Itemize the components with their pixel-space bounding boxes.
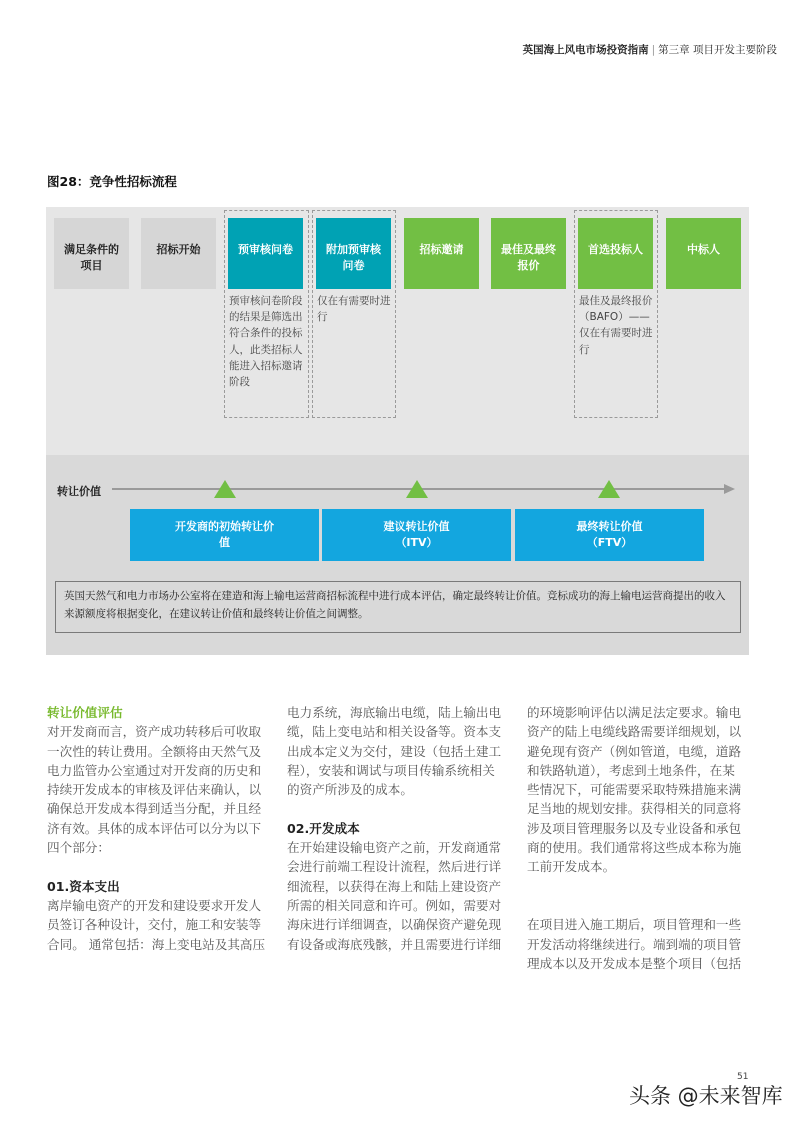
- triangle-marker-icon: [406, 480, 428, 498]
- paragraph-line: 确保总开发成本得到适当分配，并且经: [47, 801, 262, 817]
- paragraph-line: 开发活动将继续进行。端到端的项目管: [527, 936, 742, 952]
- paragraph-line: 在项目进入施工期后，项目管理和一些: [527, 917, 742, 933]
- paragraph-line: 工前开发成本。: [527, 859, 616, 875]
- paragraph-line: [527, 896, 757, 915]
- paragraph-line: 足当地的规划安排。获得相关的同意将: [527, 801, 742, 817]
- chapter-title: 第三章 项目开发主要阶段: [658, 44, 777, 56]
- section-heading: 01.资本支出: [47, 878, 120, 894]
- paragraph-line: 出成本定义为交付，建设（包括土建工: [287, 743, 502, 759]
- step-label: 预审核问卷: [238, 243, 293, 256]
- step-label: 附加预审核问卷: [326, 243, 381, 272]
- preferred-note: 最佳及最终报价（BAFO）——仅在有需要时进行: [579, 295, 653, 356]
- arrow-right-icon: [724, 484, 735, 494]
- process-step: [141, 218, 216, 289]
- section-heading: 转让价值评估: [47, 705, 123, 720]
- paragraph-line: 海床进行详细调查，以确保资产避免现: [287, 917, 502, 933]
- paragraph-line: 商的使用。我们通常将这些成本称为施: [527, 840, 742, 856]
- paragraph-line: 员签订各种设计，交付，施工和安装等: [47, 917, 262, 933]
- paragraph-line: 离岸输电资产的开发和建设要求开发人: [47, 897, 262, 913]
- indicative-transfer-value-box: [322, 509, 511, 561]
- guide-title: 英国海上风电市场投资指南: [522, 44, 649, 56]
- step-label: 招标开始: [156, 243, 201, 256]
- paragraph-line: 和铁路轨道），考虑到土地条件，在某: [527, 762, 735, 778]
- paragraph-line: 合同。 通常包括：海上变电站及其高压: [47, 936, 266, 952]
- paragraph-line: 电力系统，海底输出电缆，陆上输出电: [287, 705, 502, 720]
- page-number: 51: [737, 1072, 749, 1082]
- paragraph-line: 电力监管办公室通过对开发商的历史和: [47, 762, 262, 778]
- text-column-3: [527, 703, 757, 973]
- spacer: [287, 799, 517, 818]
- paragraph-line: 的环境影响评估以满足法定要求。输电: [527, 705, 742, 720]
- paragraph-line: 一次性的转让费用。全额将由天然气及: [47, 743, 262, 759]
- additional-note: 仅在有需要时进行: [317, 295, 391, 324]
- paragraph-line: 会进行前端工程设计流程，然后进行详: [287, 859, 502, 875]
- process-step: [228, 218, 303, 289]
- spacer: [527, 877, 757, 896]
- process-step: [666, 218, 741, 289]
- value-label: 最终转让价值（FTV）: [576, 520, 643, 549]
- paragraph-line: 资产的陆上电缆线路需要详细规划，以: [527, 724, 742, 740]
- paragraph-line: 在开始建设输电资产之前，开发商通常: [287, 840, 502, 856]
- paragraph-line: 程），安装和调试与项目传输系统相关: [287, 762, 495, 778]
- process-step: [578, 218, 653, 289]
- transfer-value-label: 转让价值: [57, 485, 101, 498]
- process-step: [404, 218, 479, 289]
- paragraph-line: 济有效。具体的成本评估可以分为以下: [47, 820, 262, 836]
- paragraph-line: 涉及项目管理服务以及专业设备和承包: [527, 820, 742, 836]
- paragraph-line: 四个部分：: [47, 840, 110, 856]
- process-step: [491, 218, 566, 289]
- step-label: 招标邀请: [419, 243, 464, 256]
- triangle-marker-icon: [214, 480, 236, 498]
- paragraph-line: 对开发商而言，资产成功转移后可收取: [47, 724, 262, 740]
- paragraph-line: 所需的相关同意和许可。例如，需要对: [287, 897, 502, 913]
- value-label: 开发商的初始转让价值: [175, 520, 274, 549]
- step-label: 中标人: [687, 243, 720, 256]
- running-header: [523, 42, 777, 57]
- paragraph-line: 理成本以及开发成本是整个项目（包括: [527, 955, 742, 971]
- prequal-note: 预审核问卷阶段的结果是筛选出符合条件的投标人，此类招标人能进入招标邀请阶段: [229, 295, 303, 389]
- text-column-2: [287, 703, 517, 954]
- step-label: 满足条件的项目: [64, 243, 119, 272]
- spacer: [47, 857, 277, 876]
- watermark: 头条 @未来智库: [629, 1084, 783, 1108]
- paragraph-line: 有设备或海底残骸，并且需要进行详细: [287, 936, 502, 952]
- initial-transfer-value-box: [130, 509, 319, 561]
- step-label: 最佳及最终报价: [501, 243, 556, 272]
- header-separator: |: [651, 44, 656, 56]
- process-step: [54, 218, 129, 289]
- final-transfer-value-box: [515, 509, 704, 561]
- text-column-1: [47, 703, 277, 954]
- paragraph-line: 避免现有资产（例如管道，电缆，道路: [527, 743, 742, 759]
- paragraph-line: 细流程，以获得在海上和陆上建设资产: [287, 878, 502, 894]
- figure-footnote: 英国天然气和电力市场办公室将在建造和海上输电运营商招标流程中进行成本评估，确定最终转让价值。竞标成功的海上输电运营商提出的收入来源额度将根据变化，在建议转让价值和最终转让价值之间调整。: [55, 581, 741, 633]
- paragraph-line: 缆，陆上变电站和相关设备等。资本支: [287, 724, 502, 740]
- process-step: [316, 218, 391, 289]
- paragraph-line: 持续开发成本的审核及评估来确认，以: [47, 782, 262, 798]
- value-label: 建议转让价值（ITV）: [383, 520, 450, 549]
- paragraph-line: 些情况下，可能需要采取特殊措施来满: [527, 782, 742, 798]
- triangle-marker-icon: [598, 480, 620, 498]
- paragraph-line: 的资产所涉及的成本。: [287, 782, 413, 798]
- figure-title: 图28：竞争性招标流程: [47, 174, 177, 189]
- step-label: 首选投标人: [588, 243, 643, 256]
- section-heading: 02.开发成本: [287, 820, 360, 836]
